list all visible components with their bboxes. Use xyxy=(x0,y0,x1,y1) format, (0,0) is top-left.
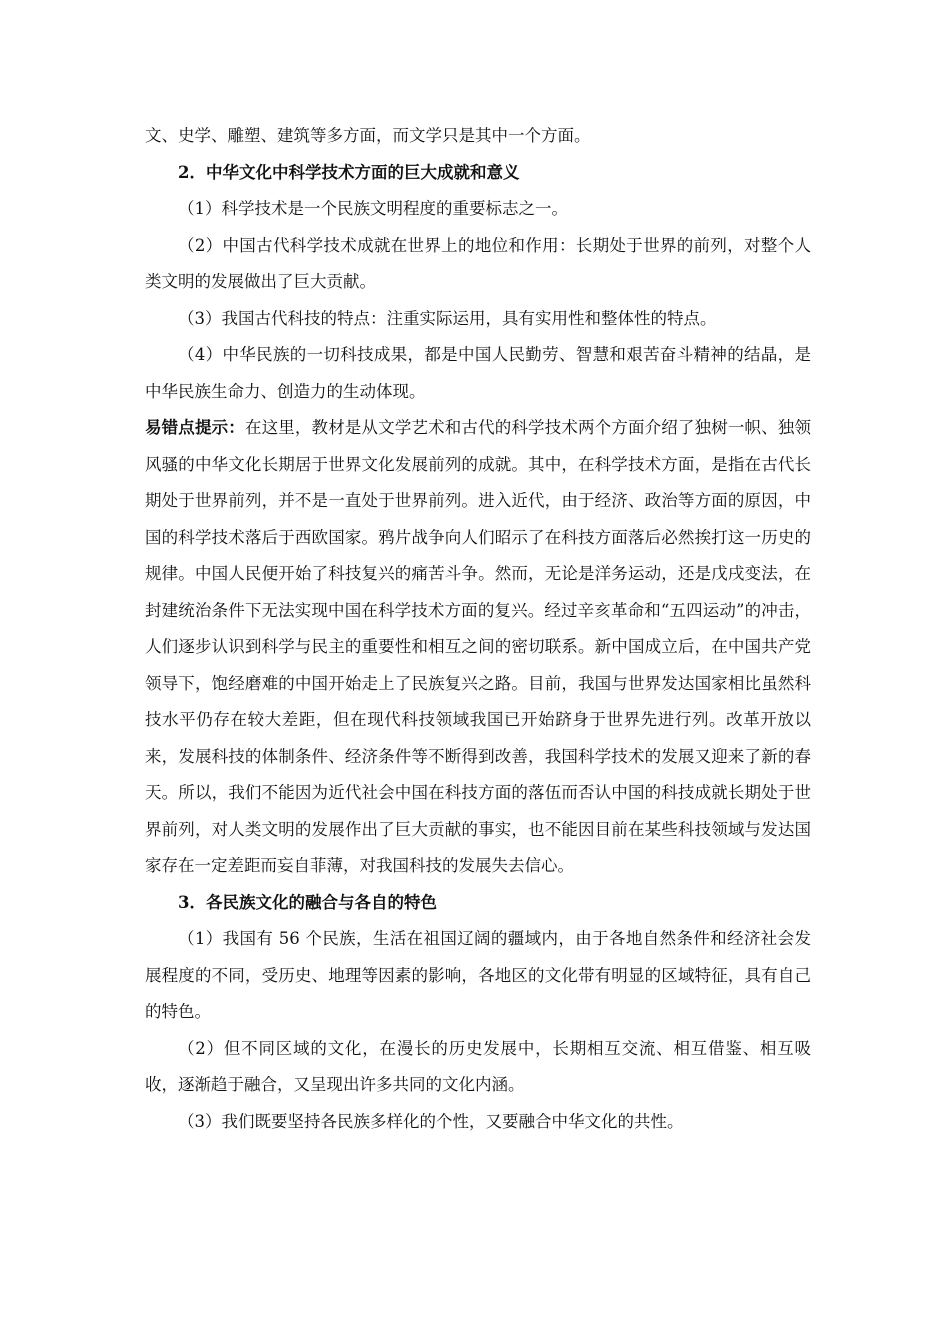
section2-item-3: （3）我国古代科技的特点：注重实际运用，具有实用性和整体性的特点。 xyxy=(178,308,717,328)
section2-item-4: （4）中华民族的一切科技成果，都是中国人民勤劳、智慧和艰苦奋斗精神的结晶，是中华民族生命力、创造力的生动体现。 xyxy=(145,345,811,401)
error-tip-text: 在这里，教材是从文学艺术和古代的科学技术两个方面介绍了独树一帜、独领风骚的中华文化长期居于世界文化发展前列的成就。其中，在科学技术方面，是指在古代长期处于世界前列，并不是一直处于世界前列。进入近代，由于经济、政治等方面的原因，中国的科学技术落后于西欧国家。鸦片战争向人们昭示了在科技方面落后必然挨打这一历史的规律。中国人民便开始了科技复兴的痛苦斗争。然而，无论是洋务运动，还是戊戌变法，在封建统治条件下无法实现中国在科学技术方面的复兴。经过辛亥革命和“五四运动”的冲击，人们逐步认识到科学与民主的重要性和相互之间的密切联系。新中国成立后，在中国共产党领导下，饱经磨难的中国开始走上了民族复兴之路。目前，我国与世界发达国家相比虽然科技水平仍存在较大差距，但在现代科技领域我国已开始跻身于世界先进行列。改革开放以来，发展科技的体制条件、经济条件等不断得到改善，我国科学技术的发展又迎来了新的春天。所以，我们不能因为近代社会中国在科技方面的落伍而否认中国的科技成就长期处于世界前列，对人类文明的发展作出了巨大贡献的事实，也不能因目前在某些科技领域与发达国家存在一定差距而妄自菲薄，对我国科技的发展失去信心。 xyxy=(145,418,812,875)
paragraph-continuation: 文、史学、雕塑、建筑等多方面，而文学只是其中一个方面。 xyxy=(145,126,591,145)
document-body xyxy=(145,118,811,1140)
section3-item-3: （3）我们既要坚持各民族多样化的个性，又要融合中华文化的共性。 xyxy=(178,1111,684,1131)
section3-item-1: （1）我国有 56 个民族，生活在祖国辽阔的疆域内，由于各地自然条件和经济社会发展程度的不同，受历史、地理等因素的影响，各地区的文化带有明显的区域特征，具有自己的特色。 xyxy=(145,929,811,1021)
section-heading-2: 2．中华文化中科学技术方面的巨大成就和意义 xyxy=(178,162,520,182)
section2-item-2: （2）中国古代科学技术成就在世界上的地位和作用：长期处于世界的前列，对整个人类文明的发展做出了巨大贡献。 xyxy=(145,235,811,291)
section-heading-3: 3．各民族文化的融合与各自的特色 xyxy=(178,892,437,912)
section2-item-1: （1）科学技术是一个民族文明程度的重要标志之一。 xyxy=(178,199,568,218)
section3-item-2: （2）但不同区域的文化，在漫长的历史发展中，长期相互交流、相互借鉴、相互吸收，逐渐趋于融合，又呈现出许多共同的文化内涵。 xyxy=(145,1038,811,1094)
error-tip-paragraph xyxy=(145,410,811,885)
error-tip-label: 易错点提示： xyxy=(145,418,245,437)
